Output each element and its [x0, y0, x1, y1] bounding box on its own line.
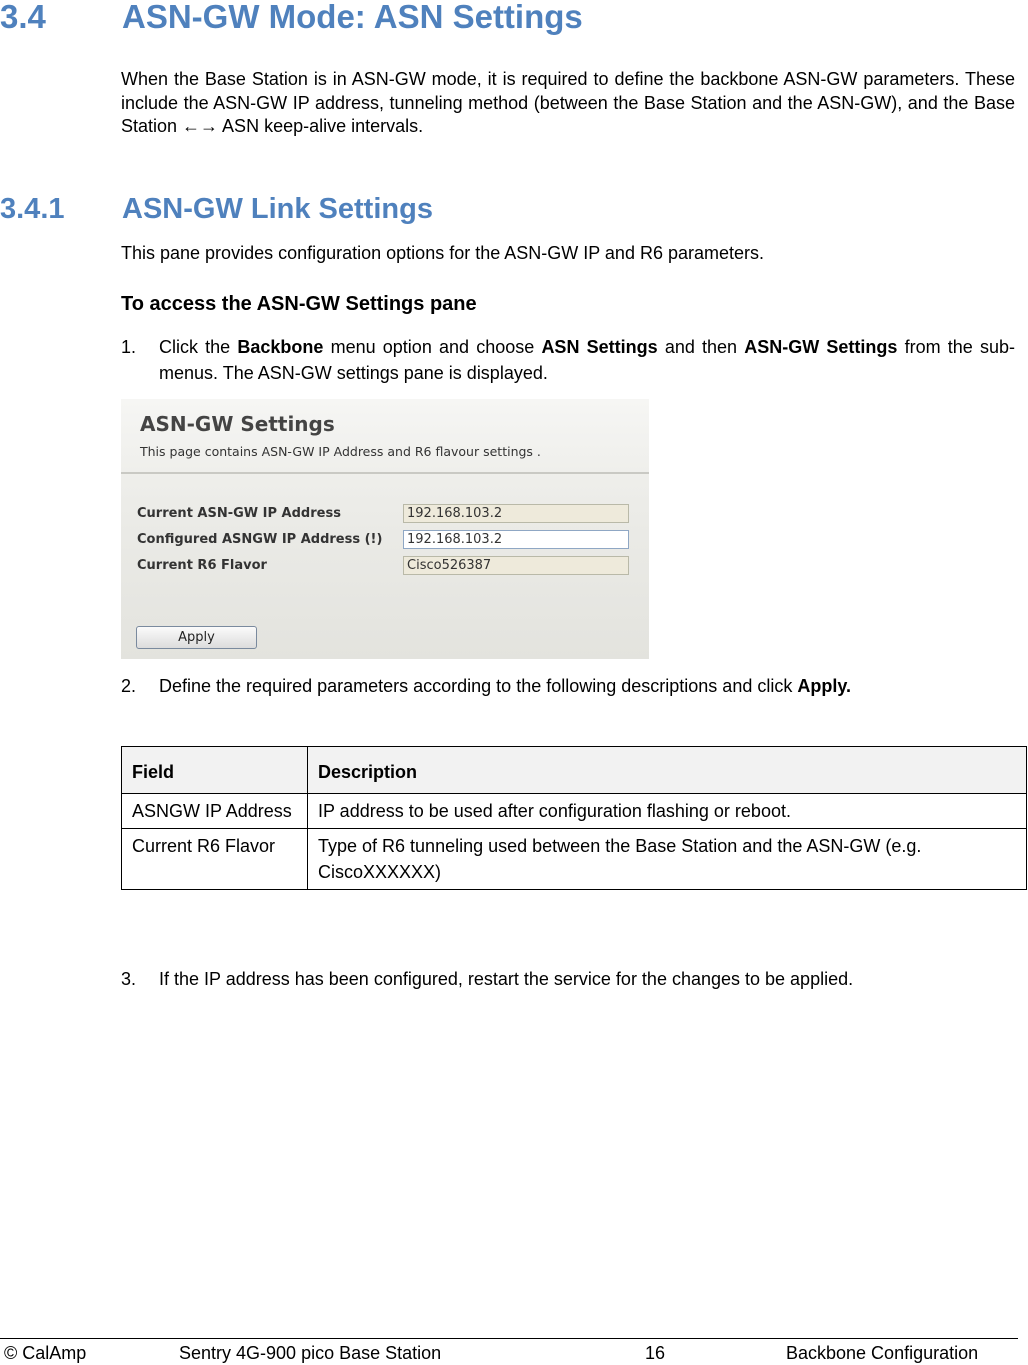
configured-asngw-ip-label: Configured ASNGW IP Address (!)	[137, 532, 383, 547]
cell-description: IP address to be used after configuration flashing or reboot.	[308, 794, 1027, 829]
table-header-row	[122, 747, 1027, 794]
current-asngw-ip-label: Current ASN-GW IP Address	[137, 506, 341, 521]
footer-chapter: Backbone Configuration	[786, 1343, 979, 1363]
current-asngw-ip-field: 192.168.103.2	[403, 504, 629, 523]
divider	[121, 472, 649, 474]
current-r6-flavor-field: Cisco526387	[403, 556, 629, 575]
step-number: 3.	[121, 969, 137, 989]
menu-asn-gw-settings: ASN-GW Settings	[744, 337, 898, 357]
step-text: If the IP address has been configured, restart the service for the changes to be applied.	[159, 969, 854, 989]
current-r6-flavor-label: Current R6 Flavor	[137, 558, 267, 573]
subsection-heading	[0, 193, 433, 226]
subsection-intro: This pane provides configuration options for the ASN-GW IP and R6 parameters.	[121, 243, 764, 263]
apply-reference: Apply.	[797, 676, 852, 696]
intro-text-end: ASN keep-alive intervals.	[218, 116, 424, 136]
step-text: Define the required parameters according to the following descriptions and click Apply.	[159, 676, 852, 696]
section-title: ASN-GW Mode: ASN Settings	[122, 0, 583, 35]
footer-rule	[0, 1338, 1018, 1339]
step-2	[121, 673, 1015, 699]
step-number: 1.	[121, 337, 137, 357]
step-text: Click the Backbone menu option and choose ASN Settings and then ASN-GW Settings from the sub-menus. The ASN-GW settings pane is displayed.	[159, 337, 1016, 383]
section-heading	[0, 0, 583, 36]
intro-text: When the Base Station is in ASN-GW mode, it is required to define the backbone ASN-GW parameters. These include the ASN-GW IP address, tunneling method (between the Base Station and the ASN-GW), and the Base Station	[121, 69, 1015, 136]
subsection-title: ASN-GW Link Settings	[122, 193, 433, 225]
footer-page-number: 16	[645, 1343, 666, 1363]
footer-copyright: © CalAmp	[4, 1343, 87, 1363]
field-description-table	[121, 746, 1027, 890]
table-row	[122, 829, 1027, 890]
section-intro	[121, 68, 1015, 139]
configured-asngw-ip-input[interactable]: 192.168.103.2	[403, 530, 629, 549]
step-number: 2.	[121, 676, 137, 696]
cell-description: Type of R6 tunneling used between the Base Station and the ASN-GW (e.g. CiscoXXXXXX)	[308, 829, 1027, 890]
section-number: 3.4	[0, 0, 46, 35]
subsection-number: 3.4.1	[0, 193, 65, 225]
asn-gw-settings-screenshot	[121, 399, 649, 659]
header-field: Field	[122, 747, 308, 794]
menu-backbone: Backbone	[237, 337, 324, 357]
menu-asn-settings: ASN Settings	[541, 337, 658, 357]
footer-product: Sentry 4G-900 pico Base Station	[179, 1343, 442, 1363]
cell-field: ASNGW IP Address	[122, 794, 308, 829]
pane-title: ASN-GW Settings	[140, 412, 335, 436]
table-row	[122, 794, 1027, 829]
bidirectional-arrow-icon: ←→	[182, 116, 219, 136]
pane-subtitle: This page contains ASN-GW IP Address and R6 flavour settings .	[140, 444, 541, 459]
procedure-heading: To access the ASN-GW Settings pane	[121, 293, 477, 315]
step-3	[121, 966, 1015, 992]
header-description: Description	[308, 747, 1027, 794]
cell-field: Current R6 Flavor	[122, 829, 308, 890]
step-1	[121, 334, 1015, 386]
apply-button[interactable]: Apply	[136, 626, 257, 649]
